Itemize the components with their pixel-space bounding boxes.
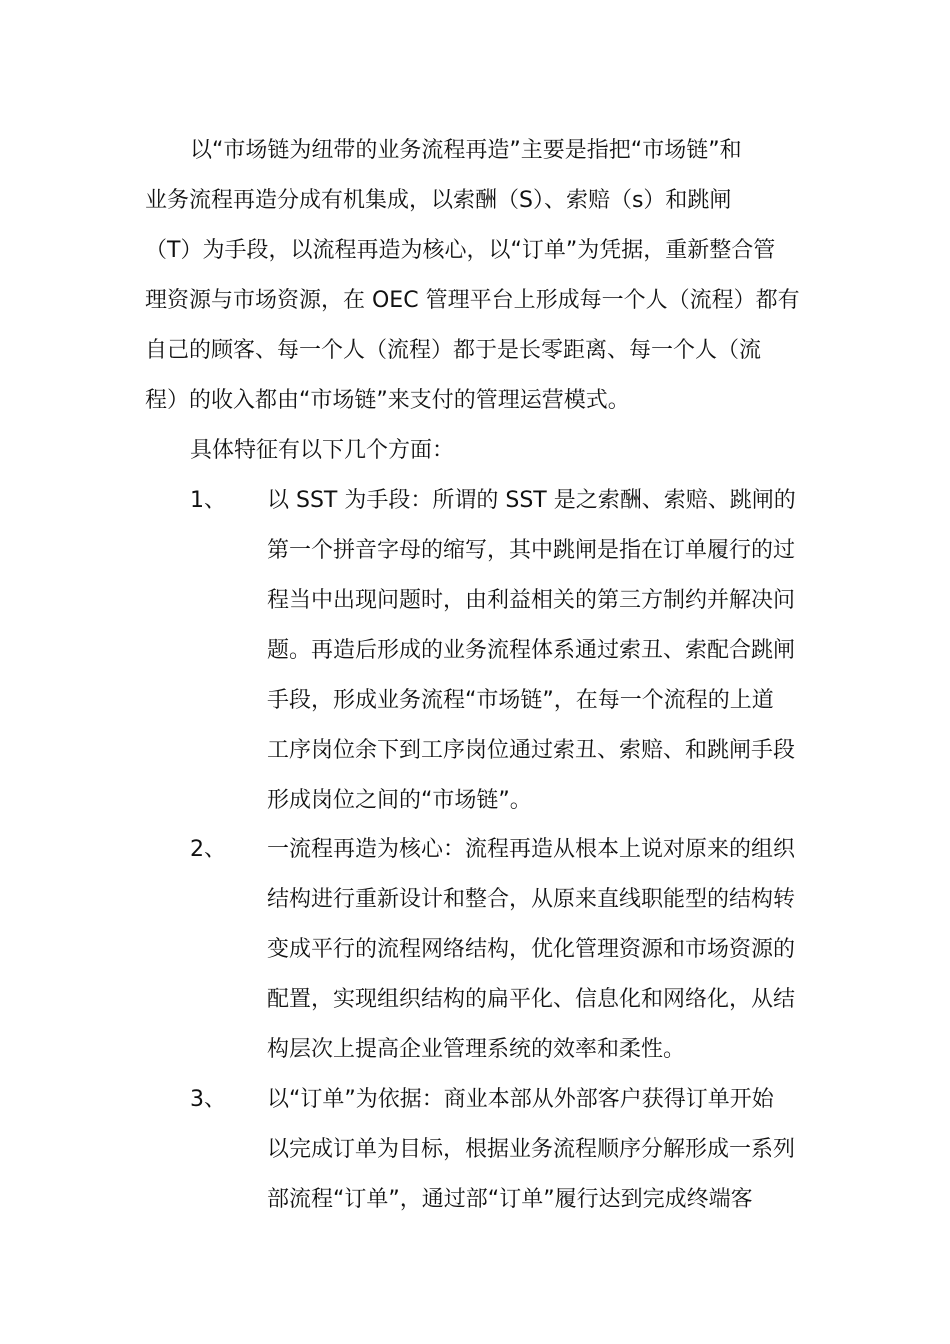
list-item-line: 一流程再造为核心：流程再造从根本上说对原来的组织	[267, 837, 796, 862]
intro-line: 程）的收入都由“市场链”来支付的管理运营模式。	[145, 388, 630, 413]
intro-line: 以“市场链为纽带的业务流程再造”主要是指把“市场链”和	[190, 138, 742, 163]
list-item-line: 形成岗位之间的“市场链”。	[267, 788, 532, 813]
list-item-line: 变成平行的流程网络结构，优化管理资源和市场资源的	[267, 937, 796, 962]
features-heading: 具体特征有以下几个方面：	[190, 438, 455, 463]
list-item-line: 结构进行重新设计和整合，从原来直线职能型的结构转	[267, 887, 796, 912]
list-item-line: 配置，实现组织结构的扁平化、信息化和网络化，从结	[267, 987, 796, 1012]
list-item-line: 构层次上提高企业管理系统的效率和柔性。	[267, 1037, 686, 1062]
intro-line: 业务流程再造分成有机集成，以索酬（S）、索赔（s）和跳闸	[145, 188, 732, 213]
list-item-line: 工序岗位余下到工序岗位通过索丑、索赔、和跳闸手段	[267, 738, 796, 763]
list-item-number: 2、	[190, 837, 226, 862]
list-item-line: 以完成订单为目标，根据业务流程顺序分解形成一系列	[267, 1137, 796, 1162]
list-item-line: 程当中出现问题时，由利益相关的第三方制约并解决问	[267, 588, 796, 613]
intro-line: （T）为手段，以流程再造为核心，以“订单”为凭据，重新整合管	[145, 238, 776, 263]
list-item-line: 部流程“订单”，通过部“订单”履行达到完成终端客	[267, 1187, 753, 1212]
list-item-line: 第一个拼音字母的缩写，其中跳闸是指在订单履行的过	[267, 538, 796, 563]
list-item-number: 3、	[190, 1087, 226, 1112]
list-item-line: 以“订单”为依据：商业本部从外部客户获得订单开始	[267, 1087, 774, 1112]
list-item-line: 题。再造后形成的业务流程体系通过索丑、索配合跳闸	[267, 638, 796, 663]
intro-line: 自己的顾客、每一个人（流程）都于是长零距离、每一个人（流	[145, 338, 762, 363]
intro-line: 理资源与市场资源，在 OEC 管理平台上形成每一个人（流程）都有	[145, 288, 800, 313]
list-item-number: 1、	[190, 488, 226, 513]
list-item-line: 手段，形成业务流程“市场链”，在每一个流程的上道	[267, 688, 774, 713]
list-item-line: 以 SST 为手段：所谓的 SST 是之索酬、索赔、跳闸的	[267, 488, 796, 513]
